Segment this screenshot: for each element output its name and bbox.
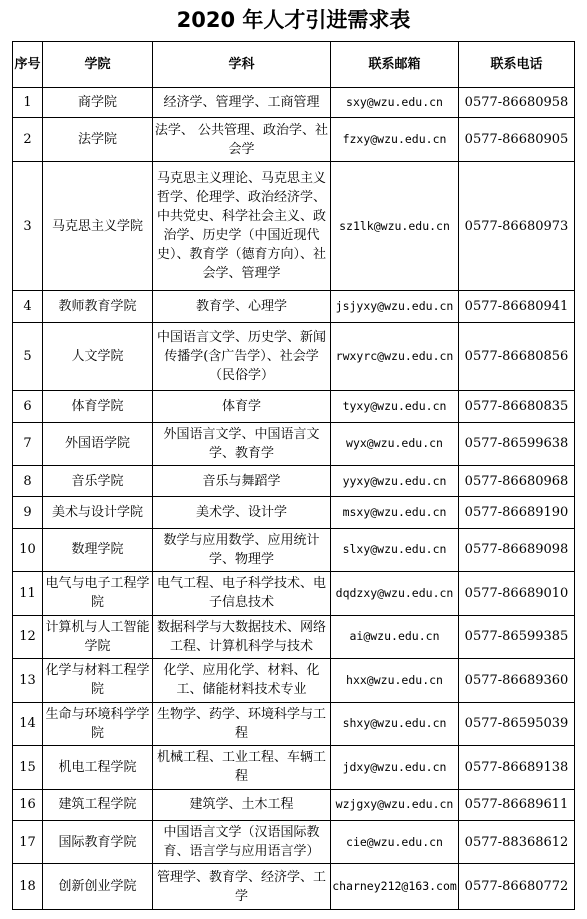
cell-num: 17 <box>13 820 43 863</box>
cell-email: hxx@wzu.edu.cn <box>331 659 459 702</box>
cell-subject: 数据科学与大数据技术、网络工程、计算机科学与技术 <box>153 615 331 658</box>
cell-phone: 0577-86689098 <box>459 528 575 571</box>
cell-email: slxy@wzu.edu.cn <box>331 528 459 571</box>
cell-phone: 0577-86595039 <box>459 702 575 745</box>
cell-num: 6 <box>13 391 43 422</box>
cell-college: 马克思主义学院 <box>43 161 153 290</box>
cell-email: tyxy@wzu.edu.cn <box>331 391 459 422</box>
cell-subject: 马克思主义理论、马克思主义哲学、伦理学、政治经济学、中共党史、科学社会主义、政治学、历史学（中国近现代史）、教育学（德育方向）、社会学、管理学 <box>153 161 331 290</box>
cell-subject: 电气工程、电子科学技术、电子信息技术 <box>153 572 331 615</box>
cell-college: 法学院 <box>43 118 153 161</box>
cell-email: wyx@wzu.edu.cn <box>331 422 459 465</box>
cell-subject: 美术学、设计学 <box>153 497 331 528</box>
table-row <box>13 466 575 497</box>
cell-college: 音乐学院 <box>43 466 153 497</box>
cell-num: 16 <box>13 789 43 820</box>
table-row <box>13 615 575 658</box>
cell-phone: 0577-86680941 <box>459 291 575 322</box>
cell-phone: 0577-86689138 <box>459 746 575 789</box>
cell-num: 11 <box>13 572 43 615</box>
cell-college: 美术与设计学院 <box>43 497 153 528</box>
cell-subject: 中国语言文学（汉语国际教育、语言学与应用语言学） <box>153 820 331 863</box>
table-row <box>13 864 575 910</box>
page-title: 2020 年人才引进需求表 <box>176 8 411 32</box>
cell-college: 外国语学院 <box>43 422 153 465</box>
table-row <box>13 291 575 322</box>
cell-num: 2 <box>13 118 43 161</box>
cell-subject: 管理学、教育学、经济学、工学 <box>153 864 331 910</box>
cell-num: 1 <box>13 88 43 118</box>
cell-email: dqdzxy@wzu.edu.cn <box>331 572 459 615</box>
table-header-row <box>13 42 575 88</box>
cell-phone: 0577-86680772 <box>459 864 575 910</box>
cell-subject: 音乐与舞蹈学 <box>153 466 331 497</box>
cell-subject: 外国语言文学、中国语言文学、教育学 <box>153 422 331 465</box>
cell-email: charney212@163.com <box>331 864 459 910</box>
cell-num: 15 <box>13 746 43 789</box>
cell-email: yyxy@wzu.edu.cn <box>331 466 459 497</box>
cell-college: 化学与材料工程学院 <box>43 659 153 702</box>
table-row <box>13 528 575 571</box>
header-subject: 学科 <box>153 42 331 88</box>
cell-num: 4 <box>13 291 43 322</box>
table-row <box>13 702 575 745</box>
cell-subject: 生物学、药学、环境科学与工程 <box>153 702 331 745</box>
cell-subject: 体育学 <box>153 391 331 422</box>
table-row <box>13 322 575 391</box>
table-row <box>13 161 575 290</box>
cell-email: rwxyrc@wzu.edu.cn <box>331 322 459 391</box>
cell-num: 5 <box>13 322 43 391</box>
talent-requirement-table <box>12 41 575 910</box>
cell-college: 人文学院 <box>43 322 153 391</box>
cell-email: wzjgxy@wzu.edu.cn <box>331 789 459 820</box>
cell-phone: 0577-86680835 <box>459 391 575 422</box>
cell-college: 数理学院 <box>43 528 153 571</box>
cell-phone: 0577-86680973 <box>459 161 575 290</box>
table-body <box>13 88 575 910</box>
cell-college: 生命与环境科学学院 <box>43 702 153 745</box>
table-row <box>13 118 575 161</box>
table-row <box>13 391 575 422</box>
cell-subject: 教育学、心理学 <box>153 291 331 322</box>
table-row <box>13 422 575 465</box>
table-row <box>13 820 575 863</box>
cell-subject: 机械工程、工业工程、车辆工程 <box>153 746 331 789</box>
cell-subject: 化学、应用化学、材料、化工、储能材料技术专业 <box>153 659 331 702</box>
cell-subject: 数学与应用数学、应用统计学、物理学 <box>153 528 331 571</box>
cell-num: 13 <box>13 659 43 702</box>
table-row <box>13 88 575 118</box>
header-email: 联系邮箱 <box>331 42 459 88</box>
header-college: 学院 <box>43 42 153 88</box>
table-row <box>13 746 575 789</box>
cell-college: 商学院 <box>43 88 153 118</box>
cell-phone: 0577-86680968 <box>459 466 575 497</box>
table-row <box>13 789 575 820</box>
cell-email: jdxy@wzu.edu.cn <box>331 746 459 789</box>
table-row <box>13 659 575 702</box>
cell-phone: 0577-86689010 <box>459 572 575 615</box>
cell-num: 14 <box>13 702 43 745</box>
cell-num: 18 <box>13 864 43 910</box>
cell-phone: 0577-86689360 <box>459 659 575 702</box>
cell-num: 3 <box>13 161 43 290</box>
cell-phone: 0577-86680856 <box>459 322 575 391</box>
cell-num: 10 <box>13 528 43 571</box>
cell-email: cie@wzu.edu.cn <box>331 820 459 863</box>
cell-phone: 0577-88368612 <box>459 820 575 863</box>
cell-college: 电气与电子工程学院 <box>43 572 153 615</box>
cell-email: sxy@wzu.edu.cn <box>331 88 459 118</box>
cell-email: fzxy@wzu.edu.cn <box>331 118 459 161</box>
cell-email: msxy@wzu.edu.cn <box>331 497 459 528</box>
cell-phone: 0577-86689190 <box>459 497 575 528</box>
cell-college: 建筑工程学院 <box>43 789 153 820</box>
header-phone: 联系电话 <box>459 42 575 88</box>
cell-subject: 建筑学、土木工程 <box>153 789 331 820</box>
cell-num: 9 <box>13 497 43 528</box>
cell-phone: 0577-86680905 <box>459 118 575 161</box>
cell-num: 8 <box>13 466 43 497</box>
cell-college: 创新创业学院 <box>43 864 153 910</box>
table-row <box>13 572 575 615</box>
cell-phone: 0577-86689611 <box>459 789 575 820</box>
header-num: 序号 <box>13 42 43 88</box>
cell-college: 机电工程学院 <box>43 746 153 789</box>
cell-email: ai@wzu.edu.cn <box>331 615 459 658</box>
cell-phone: 0577-86599385 <box>459 615 575 658</box>
cell-subject: 中国语言文学、历史学、新闻传播学(含广告学）、社会学（民俗学） <box>153 322 331 391</box>
cell-subject: 经济学、管理学、工商管理 <box>153 88 331 118</box>
cell-college: 计算机与人工智能学院 <box>43 615 153 658</box>
cell-college: 教师教育学院 <box>43 291 153 322</box>
cell-email: jsjyxy@wzu.edu.cn <box>331 291 459 322</box>
cell-college: 国际教育学院 <box>43 820 153 863</box>
cell-email: sz1lk@wzu.edu.cn <box>331 161 459 290</box>
cell-num: 7 <box>13 422 43 465</box>
table-row <box>13 497 575 528</box>
cell-email: shxy@wzu.edu.cn <box>331 702 459 745</box>
cell-subject: 法学、 公共管理、政治学、社会学 <box>153 118 331 161</box>
cell-num: 12 <box>13 615 43 658</box>
cell-phone: 0577-86680958 <box>459 88 575 118</box>
cell-phone: 0577-86599638 <box>459 422 575 465</box>
cell-college: 体育学院 <box>43 391 153 422</box>
